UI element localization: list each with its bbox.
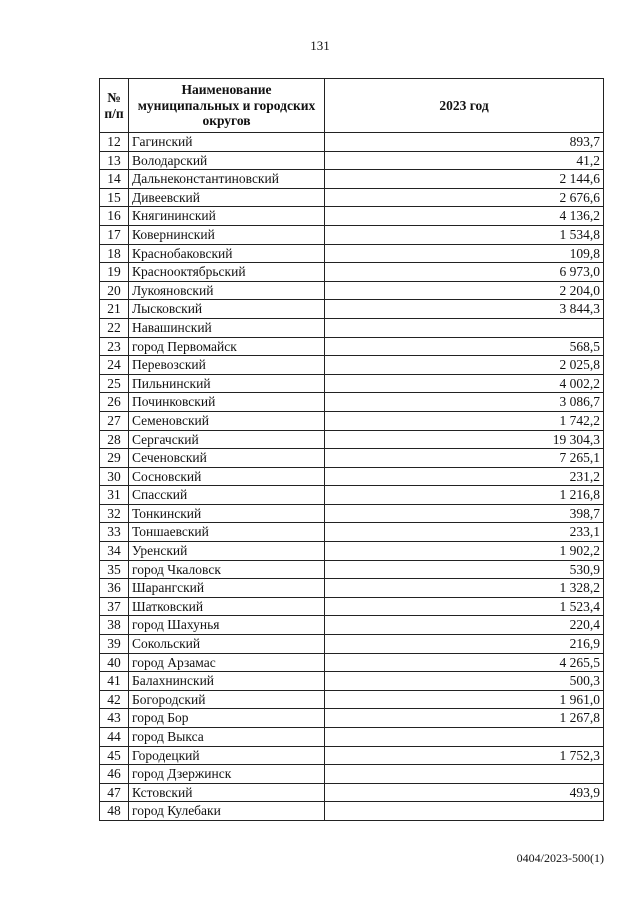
row-value: 530,9	[325, 560, 604, 579]
row-name: Сокольский	[129, 635, 325, 654]
table-row	[100, 374, 604, 393]
row-number: 24	[100, 356, 129, 375]
row-name: Шатковский	[129, 597, 325, 616]
row-number: 16	[100, 207, 129, 226]
row-name: Володарский	[129, 151, 325, 170]
table-row	[100, 133, 604, 152]
row-value: 1 523,4	[325, 597, 604, 616]
row-number: 17	[100, 225, 129, 244]
table-row	[100, 207, 604, 226]
table-row	[100, 170, 604, 189]
row-number: 25	[100, 374, 129, 393]
row-value: 1 534,8	[325, 225, 604, 244]
table-row	[100, 151, 604, 170]
row-value: 1 752,3	[325, 746, 604, 765]
table-row	[100, 560, 604, 579]
row-number: 33	[100, 523, 129, 542]
row-value: 231,2	[325, 467, 604, 486]
table-row	[100, 728, 604, 747]
row-value: 568,5	[325, 337, 604, 356]
row-name: Дивеевский	[129, 188, 325, 207]
row-value: 216,9	[325, 635, 604, 654]
row-number: 40	[100, 653, 129, 672]
table-row	[100, 504, 604, 523]
row-value: 233,1	[325, 523, 604, 542]
row-name: Починковский	[129, 393, 325, 412]
row-value: 1 216,8	[325, 486, 604, 505]
row-value: 3 844,3	[325, 300, 604, 319]
row-value: 2 204,0	[325, 281, 604, 300]
table-header	[100, 79, 604, 133]
row-name: Спасский	[129, 486, 325, 505]
header-value: 2023 год	[325, 79, 604, 133]
table-row	[100, 411, 604, 430]
row-number: 36	[100, 579, 129, 598]
row-number: 43	[100, 709, 129, 728]
row-name: город Арзамас	[129, 653, 325, 672]
table-row	[100, 281, 604, 300]
row-value	[325, 728, 604, 747]
row-value: 2 676,6	[325, 188, 604, 207]
table-row	[100, 318, 604, 337]
row-name: Шарангский	[129, 579, 325, 598]
row-name: город Выкса	[129, 728, 325, 747]
row-name: Семеновский	[129, 411, 325, 430]
table-row	[100, 709, 604, 728]
row-name: Краснооктябрьский	[129, 263, 325, 282]
row-value: 1 328,2	[325, 579, 604, 598]
row-value: 4 136,2	[325, 207, 604, 226]
table-row	[100, 690, 604, 709]
row-name: Сеченовский	[129, 449, 325, 468]
row-number: 31	[100, 486, 129, 505]
row-number: 15	[100, 188, 129, 207]
row-name: Гагинский	[129, 133, 325, 152]
row-name: Богородский	[129, 690, 325, 709]
row-value: 4 265,5	[325, 653, 604, 672]
row-name: Тонкинский	[129, 504, 325, 523]
row-name: город Бор	[129, 709, 325, 728]
page-number: 131	[310, 38, 330, 53]
header-row	[100, 79, 604, 133]
table-row	[100, 300, 604, 319]
row-number: 44	[100, 728, 129, 747]
table-row	[100, 783, 604, 802]
row-name: Ковернинский	[129, 225, 325, 244]
row-name: город Кулебаки	[129, 802, 325, 821]
table-row	[100, 188, 604, 207]
table-row	[100, 486, 604, 505]
row-number: 23	[100, 337, 129, 356]
row-value: 2 144,6	[325, 170, 604, 189]
table-row	[100, 672, 604, 691]
row-name: Сергачский	[129, 430, 325, 449]
row-value: 398,7	[325, 504, 604, 523]
table-row	[100, 635, 604, 654]
row-number: 46	[100, 765, 129, 784]
table-row	[100, 467, 604, 486]
row-number: 34	[100, 542, 129, 561]
row-name: Городецкий	[129, 746, 325, 765]
row-name: Сосновский	[129, 467, 325, 486]
table-row	[100, 225, 604, 244]
row-name: Пильнинский	[129, 374, 325, 393]
table-body	[100, 133, 604, 821]
table-row	[100, 337, 604, 356]
row-number: 48	[100, 802, 129, 821]
table-row	[100, 449, 604, 468]
row-name: Тоншаевский	[129, 523, 325, 542]
header-num: № п/п	[100, 79, 129, 133]
row-number: 20	[100, 281, 129, 300]
table-row	[100, 746, 604, 765]
row-value: 1 742,2	[325, 411, 604, 430]
table-row	[100, 244, 604, 263]
row-number: 35	[100, 560, 129, 579]
row-name: Лукояновский	[129, 281, 325, 300]
row-value	[325, 802, 604, 821]
row-name: город Первомайск	[129, 337, 325, 356]
row-value: 1 902,2	[325, 542, 604, 561]
row-number: 45	[100, 746, 129, 765]
data-table	[99, 78, 604, 821]
row-number: 27	[100, 411, 129, 430]
table-row	[100, 356, 604, 375]
table-row	[100, 579, 604, 598]
row-name: Княгининский	[129, 207, 325, 226]
row-number: 28	[100, 430, 129, 449]
table-row	[100, 765, 604, 784]
row-value	[325, 318, 604, 337]
row-value: 500,3	[325, 672, 604, 691]
row-value: 3 086,7	[325, 393, 604, 412]
document-code: 0404/2023-500(1)	[516, 851, 604, 865]
row-number: 13	[100, 151, 129, 170]
row-number: 37	[100, 597, 129, 616]
table-row	[100, 653, 604, 672]
row-name: Кстовский	[129, 783, 325, 802]
row-value: 493,9	[325, 783, 604, 802]
row-value: 220,4	[325, 616, 604, 635]
row-value	[325, 765, 604, 784]
row-name: Уренский	[129, 542, 325, 561]
table-row	[100, 616, 604, 635]
row-value: 109,8	[325, 244, 604, 263]
row-name: город Дзержинск	[129, 765, 325, 784]
row-name: Краснобаковский	[129, 244, 325, 263]
row-number: 26	[100, 393, 129, 412]
row-name: город Шахунья	[129, 616, 325, 635]
row-number: 21	[100, 300, 129, 319]
row-name: Балахнинский	[129, 672, 325, 691]
table-row	[100, 802, 604, 821]
table-row	[100, 393, 604, 412]
table-row	[100, 597, 604, 616]
row-number: 19	[100, 263, 129, 282]
table-row	[100, 263, 604, 282]
row-value: 7 265,1	[325, 449, 604, 468]
row-number: 12	[100, 133, 129, 152]
header-name: Наименование муниципальных и городских округов	[129, 79, 325, 133]
row-number: 32	[100, 504, 129, 523]
row-value: 4 002,2	[325, 374, 604, 393]
row-value: 2 025,8	[325, 356, 604, 375]
row-value: 1 961,0	[325, 690, 604, 709]
row-number: 29	[100, 449, 129, 468]
row-number: 22	[100, 318, 129, 337]
row-value: 1 267,8	[325, 709, 604, 728]
row-name: Лысковский	[129, 300, 325, 319]
row-name: Перевозский	[129, 356, 325, 375]
row-name: Навашинский	[129, 318, 325, 337]
row-name: Дальнеконстантиновский	[129, 170, 325, 189]
row-value: 893,7	[325, 133, 604, 152]
table-row	[100, 523, 604, 542]
row-number: 47	[100, 783, 129, 802]
row-number: 41	[100, 672, 129, 691]
table-row	[100, 430, 604, 449]
row-number: 39	[100, 635, 129, 654]
row-name: город Чкаловск	[129, 560, 325, 579]
row-value: 6 973,0	[325, 263, 604, 282]
row-number: 18	[100, 244, 129, 263]
row-value: 41,2	[325, 151, 604, 170]
table-row	[100, 542, 604, 561]
row-value: 19 304,3	[325, 430, 604, 449]
row-number: 38	[100, 616, 129, 635]
row-number: 42	[100, 690, 129, 709]
row-number: 14	[100, 170, 129, 189]
row-number: 30	[100, 467, 129, 486]
